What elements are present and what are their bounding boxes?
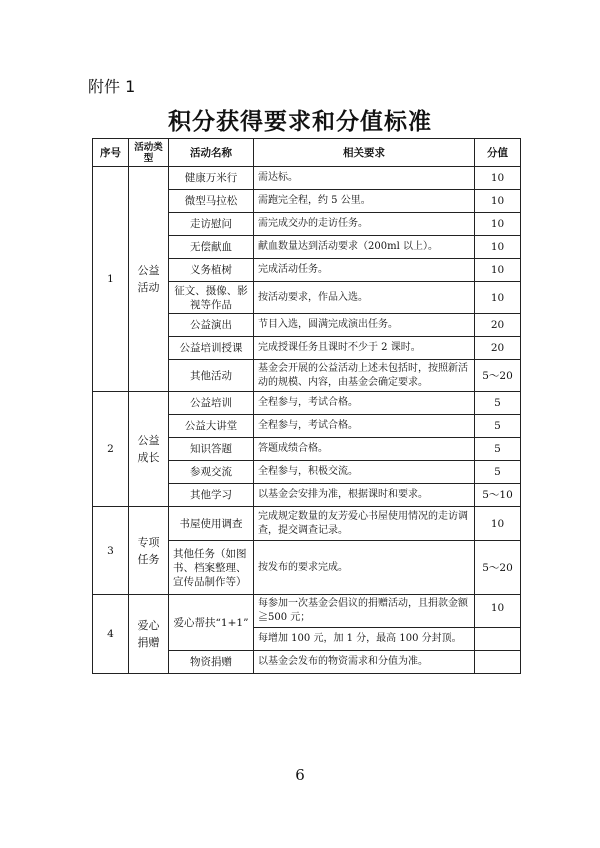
activity-score	[475, 651, 521, 674]
group-number: 1	[93, 167, 129, 392]
activity-requirement: 完成规定数量的友芳爱心书屋使用情况的走访调查，提交调查记录。	[254, 507, 475, 541]
activity-requirement: 需完成交办的走访任务。	[254, 213, 475, 236]
activity-requirement: 按活动要求，作品入选。	[254, 282, 475, 314]
activity-name: 走访慰问	[169, 213, 254, 236]
table-row	[93, 595, 521, 628]
header-no: 序号	[93, 139, 129, 167]
activity-score: 10	[475, 259, 521, 282]
activity-requirement: 全程参与，积极交流。	[254, 461, 475, 484]
activity-score: 5～20	[475, 360, 521, 392]
activity-score: 5	[475, 438, 521, 461]
activity-requirement: 全程参与，考试合格。	[254, 392, 475, 415]
group-number: 3	[93, 507, 129, 595]
activity-name: 其他学习	[169, 484, 254, 507]
attachment-label: 附件 1	[88, 77, 136, 96]
activity-requirement: 以基金会发布的物资需求和分值为准。	[254, 651, 475, 674]
activity-requirement: 每增加 100 元，加 1 分，最高 100 分封顶。	[254, 628, 475, 651]
activity-score: 5～20	[475, 541, 521, 595]
activity-name: 其他活动	[169, 360, 254, 392]
activity-requirement: 完成授课任务且课时不少于 2 课时。	[254, 337, 475, 360]
activity-score: 10	[475, 213, 521, 236]
activity-score: 10	[475, 595, 521, 628]
activity-score: 20	[475, 314, 521, 337]
activity-name: 公益大讲堂	[169, 415, 254, 438]
activity-name: 微型马拉松	[169, 190, 254, 213]
activity-score: 20	[475, 337, 521, 360]
header-requirement: 相关要求	[254, 139, 475, 167]
points-standard-table	[92, 138, 521, 674]
document-title: 积分获得要求和分值标准	[168, 109, 432, 135]
activity-type: 公益活动	[129, 167, 169, 392]
activity-type: 爱心捐赠	[129, 595, 169, 674]
activity-requirement: 每参加一次基金会倡议的捐赠活动，且捐款金额≧500 元；	[254, 595, 475, 628]
group-number: 4	[93, 595, 129, 674]
activity-requirement: 需跑完全程，约 5 公里。	[254, 190, 475, 213]
activity-score-empty	[475, 628, 521, 651]
activity-name: 物资捐赠	[169, 651, 254, 674]
activity-name: 知识答题	[169, 438, 254, 461]
activity-name: 其他任务（如图书、档案整理、宣传品制作等）	[169, 541, 254, 595]
activity-name: 公益培训授课	[169, 337, 254, 360]
activity-name: 爱心帮扶“1+1”	[169, 595, 254, 651]
header-score: 分值	[475, 139, 521, 167]
activity-requirement: 节目入选，圆满完成演出任务。	[254, 314, 475, 337]
table-row	[93, 392, 521, 415]
activity-score: 5	[475, 415, 521, 438]
table-row	[93, 507, 521, 541]
activity-name: 公益培训	[169, 392, 254, 415]
activity-name: 公益演出	[169, 314, 254, 337]
activity-score: 10	[475, 507, 521, 541]
activity-score: 5～10	[475, 484, 521, 507]
table-header-row	[93, 139, 521, 167]
activity-score: 10	[475, 282, 521, 314]
activity-score: 5	[475, 461, 521, 484]
activity-requirement: 答题成绩合格。	[254, 438, 475, 461]
header-name: 活动名称	[169, 139, 254, 167]
activity-requirement: 需达标。	[254, 167, 475, 190]
activity-score: 10	[475, 167, 521, 190]
activity-name: 健康万米行	[169, 167, 254, 190]
activity-score: 5	[475, 392, 521, 415]
activity-score: 10	[475, 190, 521, 213]
page-number: 6	[295, 766, 305, 784]
activity-name: 书屋使用调查	[169, 507, 254, 541]
activity-requirement: 基金会开展的公益活动上述未包括时，按照新活动的规模、内容，由基金会确定要求。	[254, 360, 475, 392]
activity-requirement: 全程参与，考试合格。	[254, 415, 475, 438]
activity-type: 公益成长	[129, 392, 169, 507]
activity-requirement: 按发布的要求完成。	[254, 541, 475, 595]
group-number: 2	[93, 392, 129, 507]
activity-name: 无偿献血	[169, 236, 254, 259]
activity-score: 10	[475, 236, 521, 259]
header-type: 活动类型	[129, 139, 169, 167]
activity-name: 义务植树	[169, 259, 254, 282]
activity-requirement: 以基金会安排为准，根据课时和要求。	[254, 484, 475, 507]
activity-type: 专项任务	[129, 507, 169, 595]
activity-requirement: 献血数量达到活动要求（200ml 以上）。	[254, 236, 475, 259]
activity-requirement: 完成活动任务。	[254, 259, 475, 282]
activity-name: 参观交流	[169, 461, 254, 484]
activity-name: 征文、摄像、影视等作品	[169, 282, 254, 314]
table-row	[93, 167, 521, 190]
